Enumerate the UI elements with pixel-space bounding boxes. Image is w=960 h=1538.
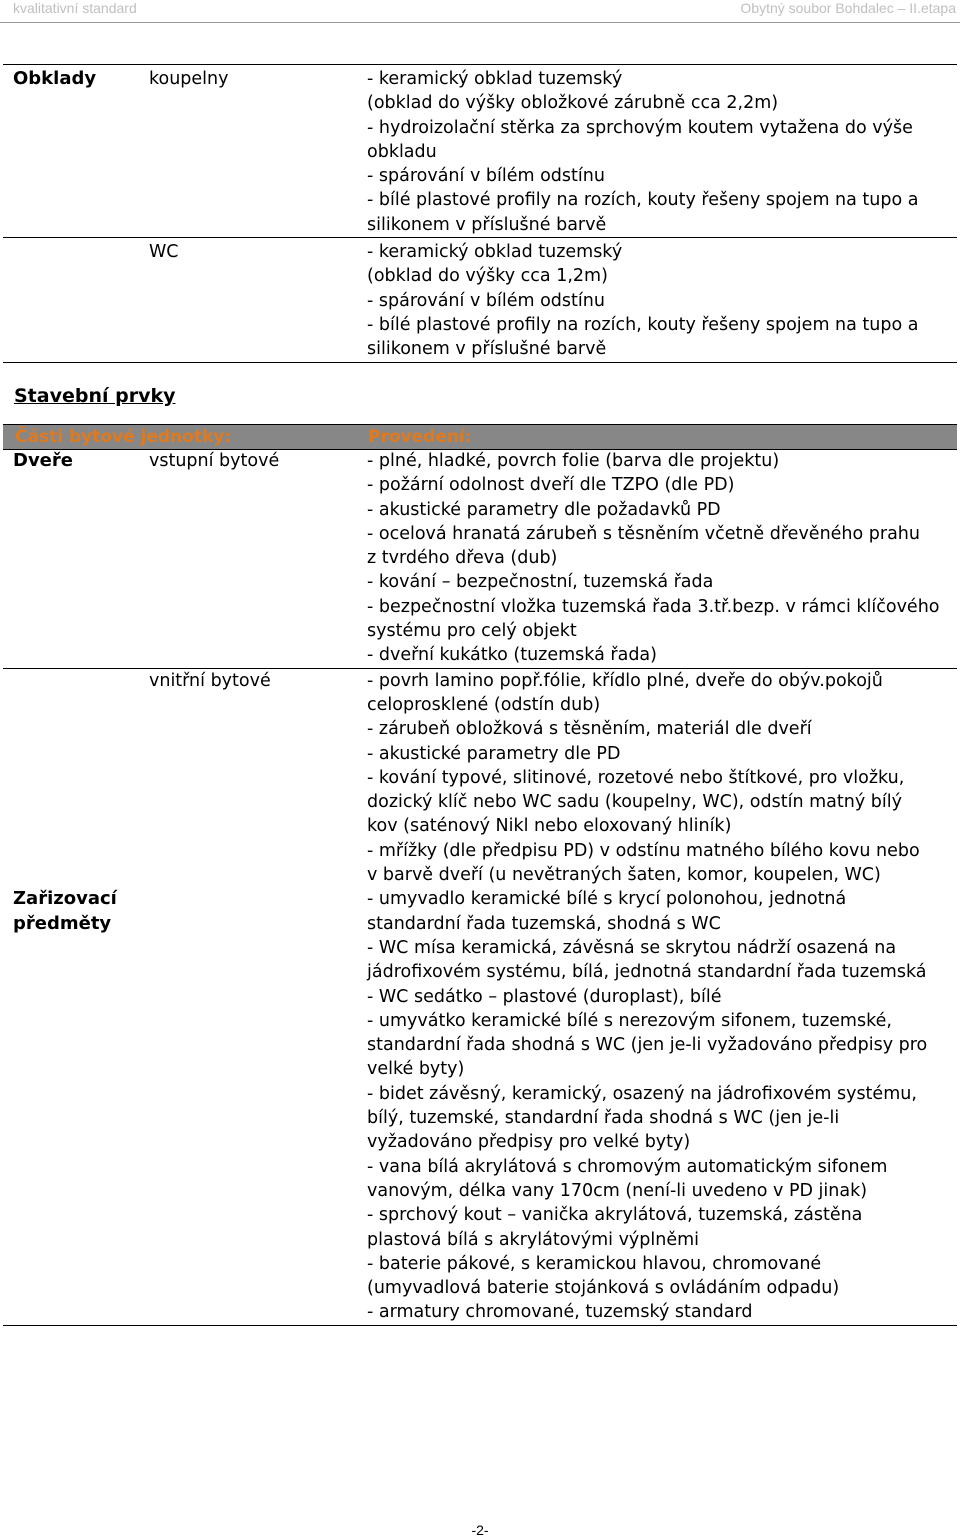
spec-line: - kování typové, slitinové, rozetové nebo štítkové, pro vložku, xyxy=(367,767,905,788)
spec-line: - vana bílá akrylátová s chromovým automatickým sifonem xyxy=(367,1156,888,1177)
header-project-name: Obytný soubor Bohdalec – II.etapa xyxy=(740,0,956,16)
spec-text xyxy=(367,887,957,1324)
spec-line: - umyvátko keramické bílé s nerezovým sifonem, tuzemské, xyxy=(367,1010,892,1031)
spec-line: - armatury chromované, tuzemský standard xyxy=(367,1302,753,1323)
column-header-bar xyxy=(3,424,957,450)
category-label-line: Zařizovací xyxy=(13,888,117,910)
spec-line: vyžadováno předpisy pro velké byty) xyxy=(367,1132,691,1153)
category-label-obklady: Obklady xyxy=(13,68,97,89)
spec-line: - sprchový kout – vanička akrylátová, tuzemská, zástěna xyxy=(367,1205,863,1226)
page-number: -2- xyxy=(471,1522,489,1538)
spec-line: vanovým, délka vany 170cm (není-li uvedeno v PD jinak) xyxy=(367,1180,868,1201)
column-header-parts: Části bytové jednotky: xyxy=(15,427,232,447)
spec-line: - dveřní kukátko (tuzemská řada) xyxy=(367,645,657,666)
category-label-zarizovaci xyxy=(3,887,146,1324)
category-label-empty xyxy=(3,240,146,361)
spec-line: - bílé plastové profily na rozích, kouty řešeny spojem na tupo a xyxy=(367,190,919,211)
spec-line: obkladu xyxy=(367,141,437,162)
category-label-line: předměty xyxy=(13,912,112,934)
spec-line: jádrofixovém systému, bílá, jednotná standardní řada tuzemská xyxy=(367,962,927,983)
column-header-execution: Provedení: xyxy=(368,427,472,447)
spec-line: - plné, hladké, povrch folie (barva dle projektu) xyxy=(367,451,780,471)
room-label: koupelny xyxy=(149,69,229,89)
obklady-table xyxy=(3,64,957,363)
spec-text xyxy=(367,449,957,668)
spec-line: - keramický obklad tuzemský xyxy=(367,69,623,89)
spec-text xyxy=(367,67,957,237)
spec-line: (obklad do výšky cca 1,2m) xyxy=(367,266,608,287)
spec-line: (obklad do výšky obložkové zárubně cca 2,2m) xyxy=(367,93,779,114)
spec-line: (umyvadlová baterie stojánková s ovládáním odpadu) xyxy=(367,1278,840,1299)
room-label: WC xyxy=(149,242,179,263)
spec-line: kov (saténový Nikl nebo eloxovaný hliník) xyxy=(367,816,732,837)
spec-line: standardní řada tuzemská, shodná s WC xyxy=(367,913,721,934)
spec-line: - povrh lamino popř.fólie, křídlo plné, dveře do obýv.pokojů xyxy=(367,670,883,691)
spec-line: - akustické parametry dle PD xyxy=(367,743,621,764)
spec-line: - WC mísa keramická, závěsná se skrytou nádrží osazená na xyxy=(367,937,897,958)
spec-line: dozický klíč nebo WC sadu (koupelny, WC), odstín matný bílý xyxy=(367,792,902,813)
spec-line: - ocelová hranatá zárubeň s těsněním včetně dřevěného prahu xyxy=(367,523,920,544)
spec-line: - požární odolnost dveří dle TZPO (dle PD) xyxy=(367,475,735,496)
table-row-wc xyxy=(3,238,957,361)
table-row-vnitrni-dvere xyxy=(3,669,957,888)
table-row-vstupni-dvere xyxy=(3,449,957,669)
spec-text xyxy=(367,240,957,361)
spec-line: - WC sedátko – plastové (duroplast), bílé xyxy=(367,986,722,1007)
spec-line: - akustické parametry dle požadavků PD xyxy=(367,499,721,520)
spec-line: plastová bílá s akrylátovými výplněmi xyxy=(367,1229,700,1250)
spec-line: - bílé plastové profily na rozích, kouty řešeny spojem na tupo a xyxy=(367,314,919,335)
stavebni-prvky-table xyxy=(3,449,957,1326)
spec-line: silikonem v příslušné barvě xyxy=(367,339,607,360)
spec-line: - spárování v bílém odstínu xyxy=(367,166,605,187)
spec-text xyxy=(367,669,957,888)
category-label-empty xyxy=(3,669,146,888)
spec-line: v barvě dveří (u nevětraných šaten, komor, koupelen, WC) xyxy=(367,865,881,886)
section-title: Stavební prvky xyxy=(14,385,176,407)
spec-line: - bidet závěsný, keramický, osazený na jádrofixovém systému, xyxy=(367,1083,917,1104)
spec-line: silikonem v příslušné barvě xyxy=(367,214,607,235)
spec-line: - hydroizolační stěrka za sprchovým koutem vytažena do výše xyxy=(367,117,913,138)
spec-line: - spárování v bílém odstínu xyxy=(367,290,605,311)
spec-line: systému pro celý objekt xyxy=(367,621,577,642)
spec-line: - zárubeň obložková s těsněním, materiál dle dveří xyxy=(367,719,812,740)
table-row-koupelny xyxy=(3,65,957,238)
room-label: vnitřní bytové xyxy=(149,670,271,691)
spec-line: bílý, tuzemské, standardní řada shodná s WC (jen je-li xyxy=(367,1108,840,1129)
spec-line: - baterie pákové, s keramickou hlavou, chromované xyxy=(367,1253,822,1274)
spec-line: - keramický obklad tuzemský xyxy=(367,242,623,263)
spec-line: - kování – bezpečnostní, tuzemská řada xyxy=(367,572,714,593)
header-divider xyxy=(0,22,960,23)
spec-line: celoprosklené (odstín dub) xyxy=(367,694,601,715)
spec-line: - bezpečnostní vložka tuzemská řada 3.tř.bezp. v rámci klíčového xyxy=(367,596,940,617)
spec-line: - mřížky (dle předpisu PD) v odstínu matného bílého kovu nebo xyxy=(367,840,920,861)
header-document-type: kvalitativní standard xyxy=(13,0,137,16)
room-label: vstupní bytové xyxy=(149,451,280,471)
category-label-dvere: Dveře xyxy=(13,450,73,471)
spec-line: velké byty) xyxy=(367,1059,465,1080)
table-row-zarizovaci-predmety xyxy=(3,887,957,1324)
spec-line: standardní řada shodná s WC (jen je-li vyžadováno předpisy pro xyxy=(367,1035,928,1056)
room-label-empty xyxy=(146,887,367,1324)
spec-line: - umyvadlo keramické bílé s krycí polonohou, jednotná xyxy=(367,889,847,910)
spec-line: z tvrdého dřeva (dub) xyxy=(367,548,558,569)
